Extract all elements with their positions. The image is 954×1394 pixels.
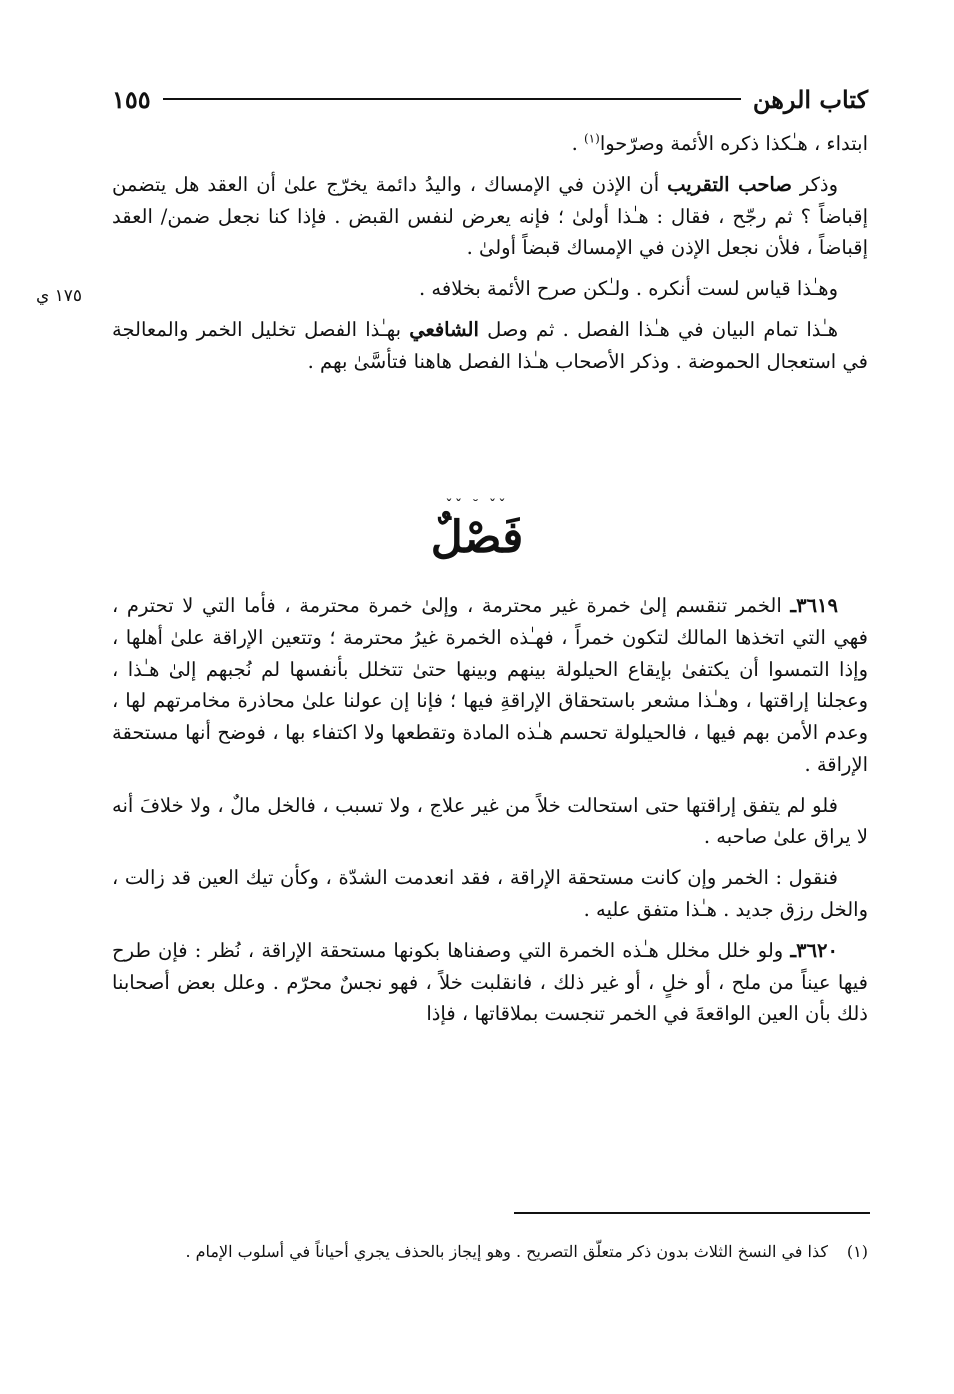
bottom-text-block [112, 590, 868, 1039]
text-run: ابتداء ، هـٰكذا ذكره الأئمة وصرّحوا [599, 132, 868, 155]
text-run: هـٰذا تمام البيان في هـٰذا الفصل . ثم وصل [478, 317, 838, 341]
cited-author: صاحب التقريب [667, 172, 792, 196]
text-run: فنقول : الخمر وإن كانت مستحقة الإراقة ، فقد انعدمت الشدّة ، وكأن تيك العين قد زالت ، والخل رزق جديد . هـٰذا متفق عليه . [112, 866, 868, 922]
paragraph-naqul [112, 862, 868, 926]
paragraph-3620 [112, 935, 868, 1030]
footnote-ref: (١) [583, 131, 600, 146]
running-header [112, 82, 868, 116]
section-heading-text [430, 497, 524, 563]
paragraph-opening [112, 128, 868, 160]
text-run: ولو خلل مخلل هـٰذه الخمرة التي وصفناها بكونها مستحقة الإراقة ، نُظر : فإن طرح فيها عيناً من ملح ، أو خلٍ ، أو غير ذلك ، فانقلبت خلاً ، فهو نجسٌ محرّم . وعلل بعض أصحابنا ذلك بأن العين الواقعةَ في الخمر تنجست بملاقاتها ، فإذا [112, 938, 868, 1026]
page-number: ١٥٥ [112, 84, 151, 114]
paragraph-number: ٣٦١٩ـ [790, 594, 838, 617]
footnote-text: كذا في النسخ الثلاث بدون ذكر متعلّق التصريح . وهو إيجاز بالحذف يجري أحياناً في أسلوب الإمام . [185, 1242, 828, 1261]
header-rule [163, 98, 741, 100]
section-heading [0, 497, 954, 572]
footnote [100, 1238, 868, 1266]
text-run: أن الإذن في الإمساك ، واليدُ دائمة يخرّج علىٰ أن العقد هل يتضمن إقباضاً ؟ ثم رجّح ، فقال : هـٰذا أولىٰ ؛ فإنه يعرض لنفس القبض . فإذا كنا نجعل ضمن/ العقد إقباضاً ، فلأن نجعل الإذن في الإمساك قبضاً أولىٰ . [112, 172, 868, 260]
text-run: بهـٰذا الفصل تخليل الخمر والمعالجة في استعجال الحموضة . وذكر الأصحاب هـٰذا الفصل هاهنا فتأسَّىٰ بهم . [112, 317, 868, 373]
manuscript-folio-note: ١٧٥ ي [35, 286, 83, 306]
footnote-rule [514, 1212, 870, 1214]
paragraph-vinegar [112, 790, 868, 854]
heading-label: فَصْلٌ [430, 511, 524, 563]
text-run: وذكر [791, 172, 838, 196]
paragraph-conclusion [112, 314, 868, 378]
cited-author: الشافعي [409, 317, 479, 341]
book-title: كتاب الرهن [752, 84, 868, 114]
text-run: فلو لم يتفق إراقتها حتى استحالت خلاً من غير علاج ، ولا تسبب ، فالخل مالٌ ، ولا خلافَ أنه لا يراق علىٰ صاحبه . [112, 793, 868, 849]
text-run: الخمر تنقسم إلىٰ خمرة غير محترمة ، وإلىٰ خمرة محترمة ، فأما التي لا تحترم ، فهي التي اتخذها المالك لتكون خمراً ، فهـٰذه الخمرة غيرُ محترمة ؛ وتتعين الإراقة علىٰ أهلها ، وإذا التمسوا أن يكتفىٰ بإيقاع الحيلولة بينهم وبينها حتىٰ تتخلل بأنفسها لم نُجبهم إلىٰ هـٰذا ، وعجلنا إراقتها ، وهـٰذا مشعر باستحقاق الإراقةِ فيها ؛ فإنا إن عولنا علىٰ محاذرة مخامرتهم لها ، وعدم الأمن بهم فيها ، فالحيلولة تحسم هـٰذه المادة وتقطعها ولا اكتفاء بها ، فوضح أنها مستحقة الإراقة . [112, 594, 868, 776]
top-text-block [112, 128, 868, 386]
footnote-number: (١) [846, 1242, 868, 1261]
paragraph-number: ٣٦٢٠ـ [790, 938, 838, 962]
paragraph-taqrib [112, 169, 868, 264]
paragraph-qiyas [112, 273, 868, 305]
paragraph-3619 [112, 590, 868, 781]
text-run: . [571, 132, 584, 155]
text-run: وهـٰذا قياس لست أنكره . ولـٰكن صرح الأئمة بخلافه . [419, 277, 838, 301]
heading-ornament: ˇˇ ˘ ˇˇ [445, 497, 509, 513]
